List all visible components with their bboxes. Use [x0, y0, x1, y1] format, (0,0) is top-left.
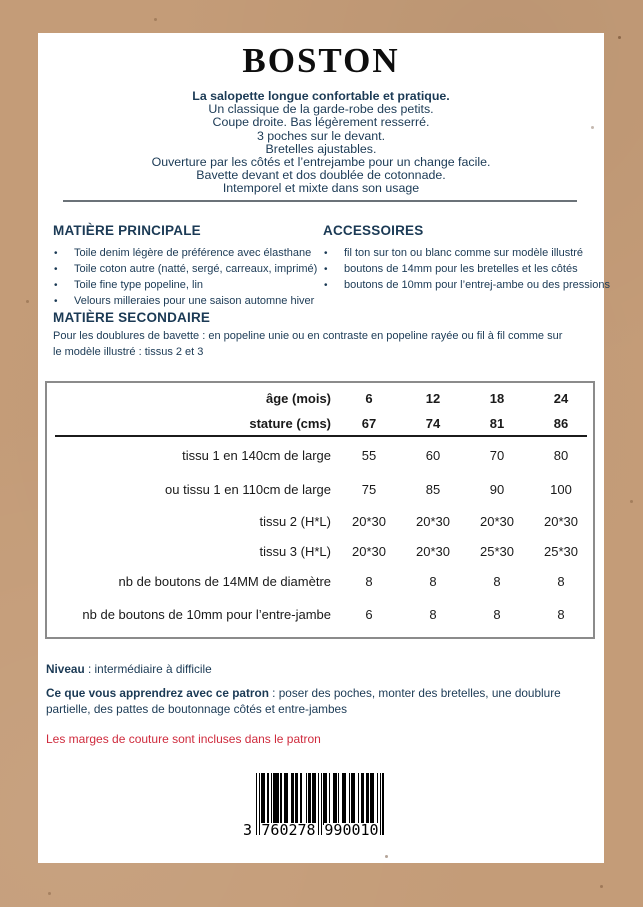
description-line: Coupe droite. Bas légèrement resserré. — [212, 115, 430, 130]
stature-value: 86 — [553, 415, 569, 431]
table-row — [47, 506, 593, 536]
secondary-material-text: Pour les doublures de bavette : en popeline unie ou en contraste en popeline rayée ou fil à fil comme sur le modèle illustré : tissus 2 et 3 — [53, 330, 563, 358]
cell-value: 20*30 — [416, 543, 450, 559]
secondary-material-section — [53, 310, 573, 361]
stature-row-label: stature (cms) — [249, 415, 331, 431]
cell-value: 90 — [489, 482, 505, 497]
description-line: Ouverture par les côtés et l’entrejambe pour un change facile. — [151, 155, 491, 170]
level-value: : intermédiaire à difficile — [84, 662, 212, 676]
materials-columns — [53, 223, 610, 309]
cell-value: 85 — [425, 482, 441, 497]
row-label: ou tissu 1 en 110cm de large — [165, 482, 331, 497]
accessories-section — [323, 223, 610, 309]
table-row — [47, 566, 593, 596]
stature-value: 74 — [425, 415, 441, 431]
row-label: tissu 1 en 140cm de large — [182, 447, 331, 463]
stature-value: 81 — [489, 415, 505, 431]
description-headline: La salopette longue confortable et pratique. — [192, 89, 450, 103]
age-row-label: âge (mois) — [265, 390, 331, 406]
level-label: Niveau — [46, 662, 85, 676]
cell-value: 60 — [425, 447, 441, 463]
description-line: Bavette devant et dos doublée de cotonnade. — [196, 168, 446, 183]
list-item: • Toile denim légère de préférence avec élasthane — [53, 245, 311, 261]
horizontal-divider — [63, 200, 577, 202]
cell-value: 75 — [361, 482, 377, 497]
age-value: 12 — [425, 390, 441, 406]
cell-value: 8 — [493, 606, 501, 622]
list-item: • Velours milleraies pour une saison automne hiver — [53, 293, 311, 309]
table-row — [47, 596, 593, 632]
description-line: Intemporel et mixte dans son usage — [222, 181, 420, 196]
row-label: tissu 2 (H*L) — [259, 513, 331, 529]
cell-value: 8 — [493, 573, 501, 589]
cell-value: 20*30 — [544, 513, 578, 529]
accessories-heading: ACCESSOIRES — [323, 223, 424, 238]
description-line: 3 poches sur le devant. — [256, 128, 386, 143]
cell-value: 25*30 — [544, 543, 578, 559]
page-title: BOSTON — [242, 41, 400, 80]
row-label: tissu 3 (H*L) — [259, 543, 331, 559]
seam-allowance-notice: Les marges de couture sont incluses dans le patron — [46, 732, 321, 746]
table-row — [47, 385, 593, 411]
cell-value: 8 — [557, 606, 565, 622]
barcode-lead-digit: 3 — [243, 821, 253, 839]
list-item: • fil ton sur ton ou blanc comme sur modèle illustré — [323, 245, 603, 261]
table-row — [47, 411, 593, 435]
level-line — [46, 662, 596, 678]
row-label: nb de boutons de 14MM de diamètre — [118, 573, 331, 589]
age-value: 6 — [365, 390, 373, 406]
cell-value: 70 — [489, 447, 505, 463]
list-item: • boutons de 10mm pour l’entrej-ambe ou des pressions — [323, 277, 603, 293]
barcode-module — [382, 773, 383, 835]
list-item: • Toile coton autre (natté, sergé, carreaux, imprimé) — [53, 261, 311, 277]
cell-value: 8 — [557, 573, 565, 589]
learn-text: : poser des poches, monter des bretelles, une doublure partielle, des pattes de boutonnage côtés et entre-jambes — [46, 686, 561, 716]
cell-value: 8 — [429, 573, 437, 589]
size-table — [45, 381, 595, 639]
list-item: • boutons de 14mm pour les bretelles et les côtés — [323, 261, 603, 277]
cell-value: 8 — [429, 606, 437, 622]
row-label: nb de boutons de 10mm pour l’entre-jambe — [82, 606, 331, 622]
age-value: 24 — [553, 390, 569, 406]
accessories-list — [323, 245, 610, 293]
cell-value: 20*30 — [416, 513, 450, 529]
description-line: Bretelles ajustables. — [265, 141, 377, 156]
cell-value: 100 — [550, 482, 572, 497]
stature-value: 67 — [361, 415, 377, 431]
learn-label: Ce que vous apprendrez avec ce patron — [46, 686, 269, 700]
secondary-material-heading: MATIÈRE SECONDAIRE — [53, 310, 211, 325]
main-material-heading: MATIÈRE PRINCIPALE — [53, 223, 201, 238]
cell-value: 8 — [365, 573, 373, 589]
table-row — [47, 536, 593, 566]
barcode-group1: 760278 — [261, 821, 316, 839]
table-row — [47, 437, 593, 473]
list-item: • Toile fine type popeline, lin — [53, 277, 311, 293]
learn-paragraph — [46, 686, 596, 717]
table-row — [47, 473, 593, 506]
barcode-group2: 990010 — [324, 821, 379, 839]
cell-value: 6 — [365, 606, 373, 622]
pattern-description — [38, 90, 604, 196]
cell-value: 25*30 — [480, 543, 514, 559]
cell-value: 80 — [553, 447, 569, 463]
cell-value: 20*30 — [480, 513, 514, 529]
description-line: Un classique de la garde-robe des petits. — [208, 102, 434, 117]
pattern-envelope-sheet — [38, 33, 610, 863]
cell-value: 20*30 — [352, 543, 386, 559]
cell-value: 55 — [361, 447, 377, 463]
main-material-list — [53, 245, 318, 309]
cell-value: 20*30 — [352, 513, 386, 529]
main-material-section — [53, 223, 318, 309]
ean13-barcode — [243, 773, 384, 839]
age-value: 18 — [489, 390, 505, 406]
